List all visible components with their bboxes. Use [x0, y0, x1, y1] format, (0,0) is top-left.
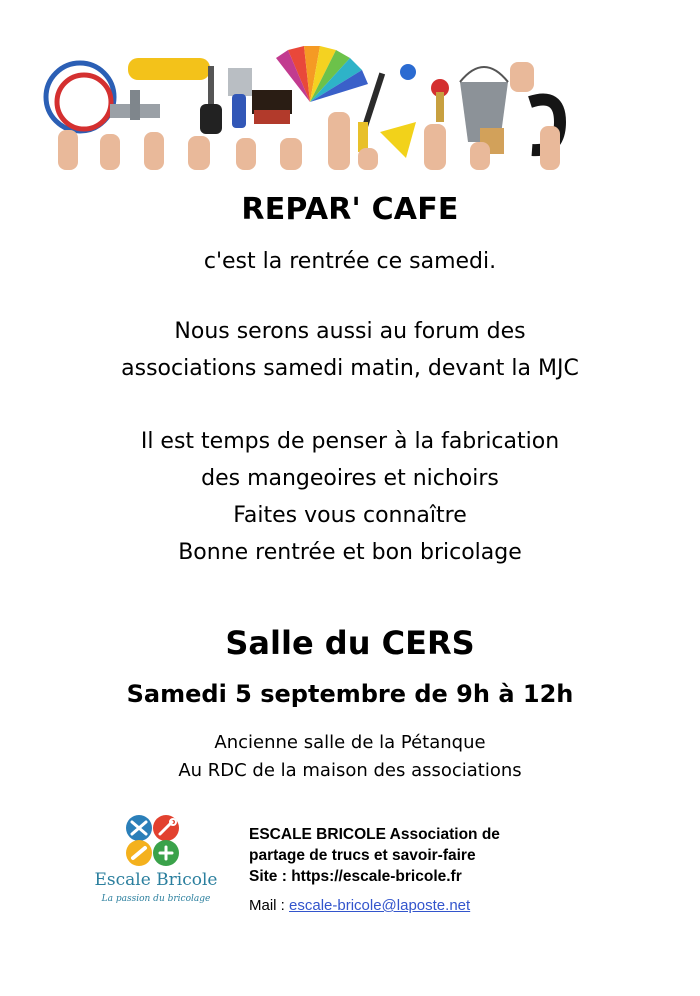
mail-line	[249, 897, 470, 914]
logo-emblem	[86, 812, 226, 870]
logo-name: Escale Bricole	[94, 870, 218, 890]
location-line: Ancienne salle de la Pétanque	[214, 732, 486, 753]
message-paragraph	[0, 423, 700, 571]
message-line: des mangeoires et nichoirs	[201, 466, 499, 491]
contact-line: ESCALE BRICOLE Association de	[249, 826, 500, 843]
contact-line: partage de trucs et savoir-faire	[249, 847, 476, 864]
logo-tagline: La passion du bricolage	[101, 894, 211, 904]
subtitle-line: c'est la rentrée ce samedi.	[203, 249, 497, 274]
venue-name: Salle du CERS	[225, 624, 475, 662]
location-details	[0, 729, 700, 785]
message-line: Bonne rentrée et bon bricolage	[178, 540, 522, 565]
forum-line: Nous serons aussi au forum des	[174, 319, 526, 344]
message-line: Faites vous connaître	[233, 503, 467, 528]
event-date: Samedi 5 septembre de 9h à 12h	[126, 680, 574, 708]
contact-block	[249, 824, 609, 887]
forum-line: associations samedi matin, devant la MJC	[121, 356, 579, 381]
mail-link[interactable]: escale-bricole@laposte.net	[289, 897, 471, 914]
location-line: Au RDC de la maison des associations	[178, 760, 522, 781]
mail-label: Mail :	[249, 897, 290, 914]
forum-paragraph	[0, 313, 700, 387]
escale-bricole-logo	[86, 812, 226, 912]
tools-banner-image	[40, 42, 580, 170]
message-line: Il est temps de penser à la fabrication	[140, 429, 560, 454]
website-line: Site : https://escale-bricole.fr	[249, 868, 462, 885]
event-title: REPAR' CAFE	[241, 192, 459, 227]
